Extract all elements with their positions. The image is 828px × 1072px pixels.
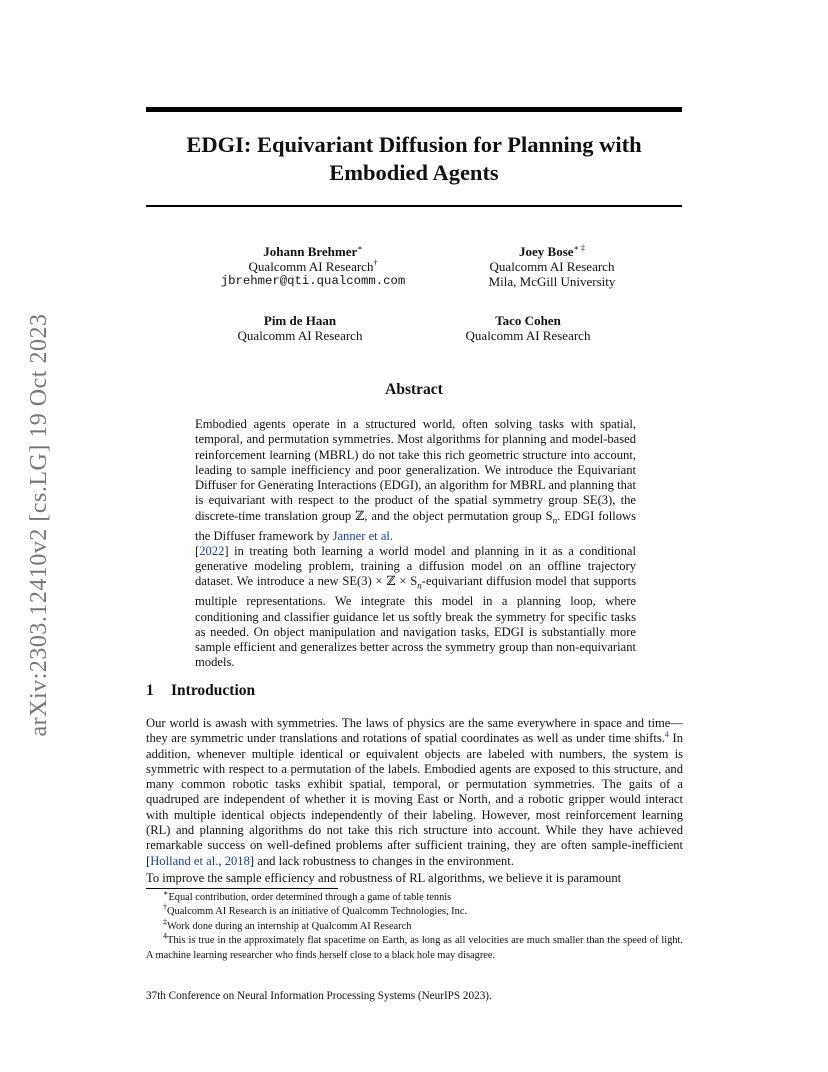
arxiv-stamp: arXiv:2303.12410v2 [cs.LG] 19 Oct 2023: [26, 313, 52, 737]
title-rule-bottom: [146, 205, 682, 207]
author-affiliation-2: Mila, McGill University: [488, 274, 616, 289]
paper-title: [146, 131, 682, 187]
author-mark: ∗: [357, 243, 363, 253]
author-name: Taco Cohen: [495, 313, 561, 328]
author-affiliation: Qualcomm AI Research: [465, 328, 591, 343]
paragraph-part: ] and lack robustness to changes in the environment.: [249, 853, 514, 868]
title-rule-top: [146, 107, 682, 112]
paragraph: Our world is awash with symmetries. The laws of physics are the same everywhere in space and time—they are symmetric under translations and rotations of spatial coordinates as well as under time shifts.$^4$ In addition, whenever multiple identical or equivalent objects are labeled with numbers, the system is symmetric with respect to a permutation of the labels. Embodied agents are exposed to this structure, and many common robotic tasks exhibit spatial, temporal, or permutation symmetries. The gaits of a quadruped are independent of whether it is moving East or North, and a robotic gripper would interact with multiple identical objects independently of their labeling. However, most reinforcement learning (RL) and planning algorithms do not take this rich structure into account. While they have achieved remarkable success on well-defined problems after sufficient training, they are often sample-inefficient [Holland et al., 2018] and lack robustness to changes in the environment.: [146, 716, 684, 868]
footnote-text: Qualcomm AI Research is an initiative of Qualcomm Technologies, Inc.: [167, 906, 468, 918]
footnote-mark: †: [163, 902, 167, 912]
footnotes: [146, 888, 683, 963]
author-brehmer: [193, 244, 433, 289]
abstract-part: -equivariant diffusion model that supports multiple representations. We integrate this model in a planning loop, where conditioning and classifier guidance let us softly break the symmetry for specific tasks as needed. On object manipulation and navigation tasks, EDGI is substantially more sample efficient and generalizes better across the symmetry group than non-equivariant models.: [195, 574, 636, 670]
footnote-text: This is true in the approximately flat spacetime on Earth, as long as all velocities are much smaller than the speed of light. A machine learning researcher who finds herself close to a black hole may disagree.: [146, 935, 683, 961]
subscript: n: [552, 515, 558, 526]
footnote: [146, 902, 683, 919]
footnote-mark: ‡: [163, 917, 167, 927]
author-de-haan: [180, 313, 420, 343]
footnote: [146, 931, 683, 963]
author-affiliation: Qualcomm AI Research: [237, 328, 363, 343]
footnote: [146, 917, 683, 934]
footnote-mark: 4: [163, 931, 167, 941]
footnote-ref[interactable]: 4: [664, 730, 669, 740]
title-line-1: EDGI: Equivariant Diffusion for Planning with: [186, 132, 642, 157]
paragraph-part: Our world is awash with symmetries. The laws of physics are the same everywhere in space and time—they are symmetric under translations and rotations of spatial coordinates as well as under time shifts.: [146, 716, 683, 746]
abstract-part: in treating both learning a world model and planning in it as a conditional generative modeling problem, training a diffusion model on an offline trajectory dataset. We introduce a new SE(3) × ℤ × S: [195, 543, 636, 589]
footnote: [146, 888, 683, 905]
footnote-text: Equal contribution, order determined through a game of table tennis: [168, 892, 452, 903]
abstract-heading: Abstract: [385, 381, 443, 398]
author-cohen: [408, 313, 648, 343]
abstract-part: . EDGI follows the Diffuser framework by: [195, 508, 636, 543]
footnote-text: Work done during an internship at Qualcomm AI Research: [167, 920, 412, 932]
author-name: Joey Bose: [519, 244, 574, 259]
citation-janner-year[interactable]: 2022: [199, 543, 225, 558]
citation-holland[interactable]: Holland et al.: [150, 853, 219, 868]
citation-holland-year[interactable]: 2018: [224, 853, 250, 868]
author-name: Pim de Haan: [263, 313, 337, 328]
section-heading: [146, 682, 682, 700]
title-line-2: Embodied Agents: [329, 160, 499, 185]
author-mark: ∗ ‡: [573, 243, 585, 253]
paragraph-part: In addition, whenever multiple identical or equivalent objects are labeled with numbers, the system is symmetric with respect to a permutation of the labels. Embodied agents are exposed to this structure, and many common robotic tasks exhibit spatial, temporal, or permutation symmetries. The gaits of a quadruped are independent of whether it is moving East or North, and a robotic gripper would interact with multiple identical objects independently of their labeling. However, most reinforcement learning (RL) and planning algorithms do not take this rich structure into account. While they have achieved remarkable success on well-defined problems after sufficient training, they are often sample-inefficient [: [146, 731, 684, 868]
affiliation-mark: †: [373, 258, 378, 268]
section-title: Introduction: [171, 682, 256, 699]
citation-janner[interactable]: Janner et al.: [332, 528, 394, 543]
section-number: 1: [146, 682, 154, 699]
author-affiliation: Qualcomm AI Research: [489, 259, 615, 274]
author-affiliation: Qualcomm AI Research: [248, 259, 374, 274]
paragraph: To improve the sample efficiency and robustness of RL algorithms, we believe it is paramount: [146, 870, 622, 885]
author-email[interactable]: jbrehmer@qti.qualcomm.com: [220, 274, 406, 288]
introduction-body: [146, 716, 683, 886]
author-name: Johann Brehmer: [263, 244, 358, 259]
abstract-text: Embodied agents operate in a structured world, often solving tasks with spatial, temporal, and permutation symmetries. Most algorithms for planning and model-based reinforcement learning (MBRL) do not take this rich geometric structure into account, leading to sample inefficiency and poor generalization. We introduce the Equivariant Diffuser for Generating Interactions (EDGI), an algorithm for MBRL and planning that is equivariant with respect to the product of the spatial symmetry group SE(3), the discrete-time translation group ℤ, and the object permutation group $S_n$. EDGI follows the Diffuser framework by Janner et al. [2022] in treating both learning a world model and planning in it as a conditional generative modeling problem, training a diffusion model on an offline trajectory dataset. We introduce a new SE(3) × ℤ × $S_n$-equivariant diffusion model that supports multiple representations. We integrate this model in a planning loop, where conditioning and classifier guidance let us softly break the symmetry for specific tasks as needed. On object manipulation and navigation tasks, EDGI is substantially more sample efficient and generalizes better across the symmetry group than non-equivariant models.: [195, 417, 636, 670]
footnote-rule: [146, 888, 338, 889]
author-bose: [432, 244, 672, 289]
footnote-mark: ∗: [163, 888, 169, 898]
abstract-part: Embodied agents operate in a structured world, often solving tasks with spatial, temporal, and permutation symmetries. Most algorithms for planning and model-based reinforcement learning (MBRL) do not take this rich geometric structure into account, leading to sample inefficiency and poor generalization. We introduce the Equivariant Diffuser for Generating Interactions (EDGI), an algorithm for MBRL and planning that is equivariant with respect to the product of the spatial symmetry group SE(3), the discrete-time translation group ℤ, and the object permutation group S: [195, 417, 636, 523]
venue-note: 37th Conference on Neural Information Processing Systems (NeurIPS 2023).: [146, 990, 492, 1002]
subscript: n: [417, 581, 422, 591]
